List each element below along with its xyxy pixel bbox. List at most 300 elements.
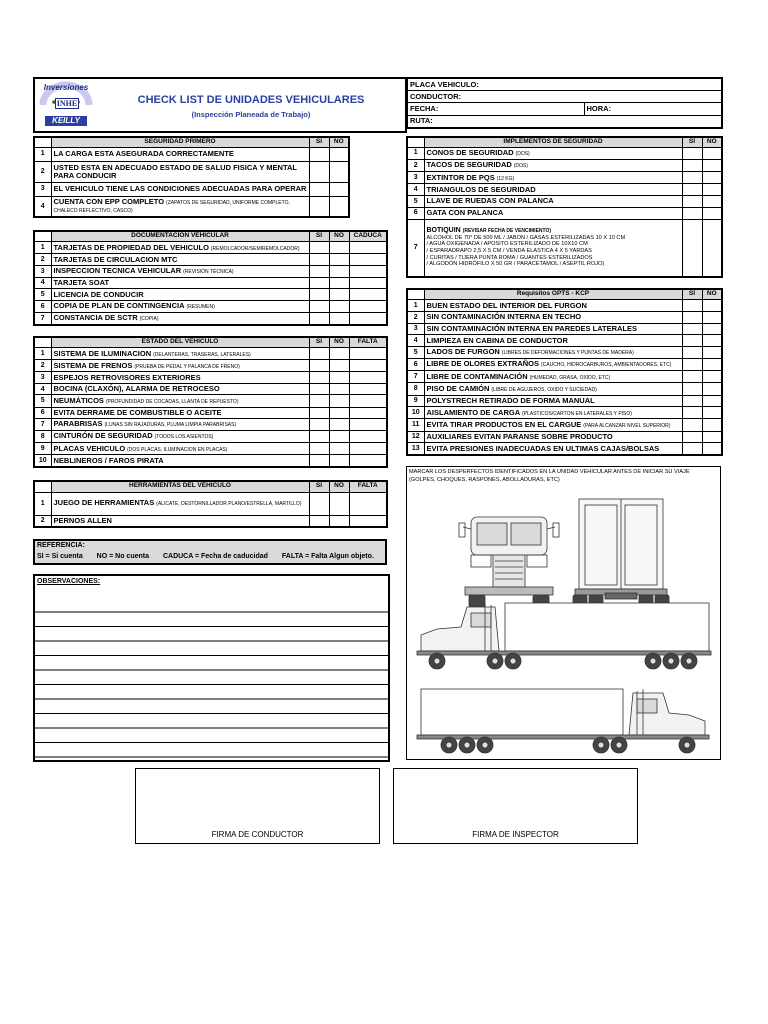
item-cell [424,407,682,419]
si-checkbox[interactable] [682,358,702,370]
no-checkbox[interactable] [329,182,349,196]
item-label: LIBRE DE OLORES EXTRAÑOS [426,359,540,369]
firma-conductor-box[interactable] [135,768,380,844]
row-num: 9 [407,395,424,407]
si-checkbox[interactable] [309,289,329,300]
si-checkbox[interactable] [309,515,329,527]
truck-diagrams[interactable] [407,467,720,759]
no-checkbox[interactable] [702,147,722,159]
item-note: (COPIA) [139,316,159,323]
item-label: CINTURÓN DE SEGURIDAD [53,431,153,441]
legend-caduca: CADUCA = Fecha de caducidad [162,553,268,560]
no-checkbox[interactable] [329,147,349,161]
item-note: (DOS PLACAS, ILUMINACION EN PLACAS) [127,446,228,453]
item-label: SIN CONTAMINACIÓN INTERNA EN PAREDES LATERALES [424,323,682,335]
row-num: 11 [407,419,424,431]
legend-no: NO = No cuenta [96,553,149,560]
herramientas-header: HERRAMIENTAS DEL VEHICULO [51,481,309,492]
firma-inspector-label: FIRMA DE INSPECTOR [472,830,559,839]
row-num: 8 [407,383,424,395]
item-label: EXTINTOR DE PQS [426,172,495,182]
item-note: (LIBRE DE AGUJEROS, OXIDO Y SUCIEDAD) [491,386,597,393]
item-label: SISTEMA DE FRENOS [53,360,133,370]
estado-table [33,336,388,468]
row-num: 5 [407,346,424,358]
col-no: NO [702,289,722,300]
row-num: 6 [407,358,424,370]
row-num: 2 [34,515,51,527]
item-label: LIBRE DE CONTAMINACIÓN [426,371,528,381]
item-note: (LUNAS SIN RAJADURAS, PLUMA LIMPIA PARABRISAS) [104,422,237,429]
item-label: LA CARGA ESTA ASEGURADA CORRECTAMENTE [51,147,309,161]
no-checkbox[interactable] [702,311,722,323]
no-checkbox[interactable] [329,300,349,312]
observaciones-lines[interactable] [35,598,388,760]
item-label: PLACAS VEHICULO [53,443,126,453]
falta-field[interactable] [349,395,387,407]
row-num: 1 [34,348,51,360]
no-checkbox[interactable] [329,265,349,277]
item-cell [424,147,682,159]
falta-field[interactable] [349,360,387,372]
requisitos-table [406,288,723,456]
col-no: NO [702,137,722,147]
row-num: 2 [407,311,424,323]
item-label: EL VEHICULO TIENE LAS CONDICIONES ADECUADAS PARA OPERAR [51,182,309,196]
row-num: 4 [407,335,424,347]
item-label: TACOS DE SEGURIDAD [426,160,512,170]
no-checkbox[interactable] [329,348,349,360]
item-label: EVITA DERRAME DE COMBUSTIBLE O ACEITE [51,407,309,418]
no-checkbox[interactable] [702,172,722,184]
si-checkbox[interactable] [682,311,702,323]
no-checkbox[interactable] [702,159,722,171]
row-num: 1 [407,147,424,159]
row-num: 3 [34,372,51,383]
vehicle-info-table [406,77,723,129]
no-checkbox[interactable] [702,419,722,431]
logo-top-text: Inversiones [43,83,89,92]
logo-mid-text: INHE [56,99,78,108]
falta-field[interactable] [349,455,387,467]
si-checkbox[interactable] [682,196,702,208]
col-si: SI [682,289,702,300]
item-label: TARJETA SOAT [51,277,309,288]
item-label: NEBLINEROS / FAROS PIRATA [51,455,309,467]
item-note: (TODOS LOS ASIENTOS) [154,434,214,441]
si-checkbox[interactable] [309,383,329,394]
item-label: AISLAMIENTO DE CARGA [426,407,521,417]
item-cell [424,346,682,358]
no-checkbox[interactable] [702,300,722,312]
row-num: 3 [34,265,51,277]
si-checkbox[interactable] [309,407,329,418]
item-note: (REVISIÓN TÉCNICA) [183,269,234,276]
item-label: POLYSTRECH RETIRADO DE FORMA MANUAL [424,395,682,407]
no-checkbox[interactable] [702,184,722,196]
placa-field[interactable]: PLACA VEHICULO: [407,78,722,91]
si-checkbox[interactable] [309,360,329,372]
botiquin-line: / AGUA OXIGENADA / APOSITO ESTERILIZADO DE 10X10 CM [426,241,588,248]
item-label: TARJETAS DE CIRCULACION MTC [51,254,309,265]
no-checkbox[interactable] [329,242,349,254]
estado-header: ESTADO DEL VEHICULO [51,337,309,348]
no-checkbox[interactable] [702,383,722,395]
item-note: (ALICATE, DESTORNILLADOR PLANO/ESTRELLA, MARTILLO) [156,501,302,508]
item-label: TARJETAS DE PROPIEDAD DEL VEHICULO [53,242,209,252]
item-cell [51,300,309,312]
no-checkbox[interactable] [329,254,349,265]
si-checkbox[interactable] [309,443,329,455]
no-checkbox[interactable] [702,323,722,335]
row-num: 12 [407,431,424,443]
item-cell [51,395,309,407]
item-cell [51,443,309,455]
ruta-field[interactable]: RUTA: [407,115,722,128]
item-label: AUXILIARES EVITAN PARANSE SOBRE PRODUCTO [424,431,682,443]
si-checkbox[interactable] [682,300,702,312]
no-checkbox[interactable] [329,360,349,372]
marcar-instructions: MARCAR LOS DESPERFECTOS IDENTIFICADOS EN LA UNIDAD VEHICULAR ANTES DE INICIAR SU VIAJE (GOLPES, CHOQUES, RASPONES, ABOLLADURAS, ETC) [409,469,690,483]
falta-field[interactable] [349,443,387,455]
falta-field[interactable] [349,407,387,418]
item-note: (DELANTERAS, TRASERAS, LATERALES) [153,351,251,358]
si-checkbox[interactable] [682,419,702,431]
item-cell [424,172,682,184]
no-checkbox[interactable] [702,207,722,219]
item-note: (LIBRES DE DEFORMACIONES Y PUNTAS DE MADERA) [501,350,634,357]
item-cell [51,312,309,325]
row-num: 7 [34,312,51,325]
si-checkbox[interactable] [309,492,329,515]
firma-conductor-label: FIRMA DE CONDUCTOR [211,830,304,839]
no-checkbox[interactable] [329,277,349,288]
botiquin-line: / ESPARADRAPO 2,5 X 5 CM / VENDA ELASTICA 4 X 5 YARDAS [426,248,592,255]
no-checkbox[interactable] [329,289,349,300]
no-checkbox[interactable] [329,161,349,182]
si-checkbox[interactable] [309,265,329,277]
no-checkbox[interactable] [329,419,349,431]
row-num: 3 [407,172,424,184]
caduca-field[interactable] [349,312,387,325]
col-si: SI [309,337,329,348]
vehicle-diagram-box [406,466,721,760]
truck-front-view [459,517,559,607]
no-checkbox[interactable] [702,358,722,370]
truck-side-view-right [417,689,709,753]
caduca-field[interactable] [349,254,387,265]
item-label: BUEN ESTADO DEL INTERIOR DEL FURGON [424,300,682,312]
requisitos-header: Requisitos OPTS - KCP [424,289,682,300]
item-label: CONSTANCIA DE SCTR [53,313,138,323]
item-note: (PARA ALCANZAR NIVEL SUPERIOR) [583,422,671,429]
item-label: COPIA DE PLAN DE CONTINGENCIA [53,301,185,311]
row-num: 1 [34,147,51,161]
no-checkbox[interactable] [702,443,722,455]
si-checkbox[interactable] [682,323,702,335]
item-note: (RESUMEN) [186,304,215,311]
botiquin-cell [424,219,682,277]
item-label: INSPECCION TECNICA VEHICULAR [53,266,182,276]
no-checkbox[interactable] [329,372,349,383]
item-cell [424,358,682,370]
item-note: (PROFUNDIDAD DE COCADAS, LLANTA DE REPUESTO) [105,398,239,405]
row-num: 9 [34,443,51,455]
item-label: LADOS DE FURGON [426,347,500,357]
seguridad-header: SEGURIDAD PRIMERO [51,137,309,147]
row-num: 3 [34,182,51,196]
si-checkbox[interactable] [309,147,329,161]
company-logo [37,81,95,129]
row-num: 2 [407,159,424,171]
si-checkbox[interactable] [309,395,329,407]
si-checkbox[interactable] [309,419,329,431]
item-note: (REMOLCADOR/SEMIREMOLCADOR) [210,245,300,252]
si-checkbox[interactable] [682,346,702,358]
item-note: (HUMEDAD, GRASA, OXIDO, ETC) [529,374,611,381]
legend-si: SI = Si cuenta [37,553,83,560]
no-checkbox[interactable] [702,335,722,347]
si-checkbox[interactable] [682,184,702,196]
si-checkbox[interactable] [682,371,702,383]
no-checkbox[interactable] [702,346,722,358]
row-num: 6 [34,407,51,418]
caduca-field[interactable] [349,277,387,288]
row-num: 10 [407,407,424,419]
item-label: NEUMÁTICOS [53,395,104,405]
si-checkbox[interactable] [682,443,702,455]
item-label: EVITA TIRAR PRODUCTOS EN EL CARGUE [426,419,582,429]
item-label: PERNOS ALLEN [51,515,309,527]
no-checkbox[interactable] [329,312,349,325]
si-checkbox[interactable] [682,383,702,395]
row-num: 5 [34,395,51,407]
caduca-field[interactable] [349,265,387,277]
row-num: 3 [407,323,424,335]
item-cell [51,242,309,254]
si-checkbox[interactable] [682,207,702,219]
item-note: (PLASTICOS/CARTON EN LATERALES Y PISO) [522,410,632,417]
item-cell [51,419,309,431]
no-checkbox[interactable] [702,219,722,277]
si-checkbox[interactable] [309,161,329,182]
referencia-box [33,539,387,565]
caduca-field[interactable] [349,289,387,300]
fecha-field[interactable]: FECHA: [407,103,584,115]
botiquin-line: ALCOHOL DE 70° DE 500 ML / JABON / GASAS ESTERILIZADAS 10 X 10 CM [426,234,626,241]
si-checkbox[interactable] [682,395,702,407]
col-caduca: CADUCA [349,231,387,242]
item-label: LIMPIEZA EN CABINA DE CONDUCTOR [424,335,682,347]
row-num: 5 [407,196,424,208]
falta-field[interactable] [349,383,387,394]
no-checkbox[interactable] [329,383,349,394]
col-no: NO [329,337,349,348]
row-num: 4 [34,277,51,288]
caduca-field[interactable] [349,242,387,254]
caduca-field[interactable] [349,300,387,312]
si-checkbox[interactable] [309,300,329,312]
falta-field[interactable] [349,492,387,515]
no-checkbox[interactable] [702,371,722,383]
no-checkbox[interactable] [329,431,349,443]
herramientas-table [33,480,388,528]
botiquin-line: / CURITAS / TIJERA PUNTA ROMA / GUANTES ESTERILIZADOS [426,254,593,261]
row-num: 7 [34,419,51,431]
item-note: (CAUCHO, HIDROCARBUROS, AMBIENTADORES, ETC) [540,362,672,369]
item-label: SISTEMA DE ILUMINACION [53,348,152,358]
no-checkbox[interactable] [702,407,722,419]
item-label: LICENCIA DE CONDUCIR [51,289,309,300]
item-cell [51,265,309,277]
si-checkbox[interactable] [309,431,329,443]
observaciones-box [33,574,390,762]
item-label: PARABRISAS [53,419,103,429]
no-checkbox[interactable] [329,196,349,217]
si-checkbox[interactable] [682,335,702,347]
si-checkbox[interactable] [682,147,702,159]
item-label: LLAVE DE RUEDAS CON PALANCA [424,196,682,208]
referencia-legend [37,553,374,560]
item-note: (DOS) [515,150,530,157]
botiquin-line: / ALGODÓN HIDRÓFILO X 50 GR / PARACETAMOL / ASEPTIL ROJO) [426,261,605,268]
item-label: TRIANGULOS DE SEGURIDAD [424,184,682,196]
col-no: NO [329,481,349,492]
no-checkbox[interactable] [329,443,349,455]
item-note: (ZAPATOS DE SEGURIDAD, UNIFORME COMPLETO, CHALECO REFLECTIVO, CASCO) [53,200,290,214]
si-checkbox[interactable] [309,455,329,467]
item-note: (12 KG) [496,175,515,182]
col-si: SI [309,231,329,242]
row-num: 4 [34,196,51,217]
item-cell [424,371,682,383]
no-checkbox[interactable] [329,407,349,418]
falta-field[interactable] [349,431,387,443]
row-num: 1 [34,492,51,515]
row-num: 2 [34,360,51,372]
item-cell [51,431,309,443]
row-num: 1 [34,242,51,254]
truck-side-view-left [417,603,711,669]
row-num: 5 [34,289,51,300]
si-checkbox[interactable] [682,407,702,419]
page-title: CHECK LIST DE UNIDADES VEHICULARES [137,94,365,106]
botiquin-note: (REVISAR FECHA DE VENCIMIENTO) [462,228,552,235]
si-checkbox[interactable] [682,431,702,443]
item-label: SIN CONTAMINACIÓN INTERNA EN TECHO [424,311,682,323]
falta-field[interactable] [349,419,387,431]
observaciones-title: OBSERVACIONES: [37,578,101,585]
row-num: 13 [407,443,424,455]
col-si: SI [682,137,702,147]
item-cell [51,492,309,515]
si-checkbox[interactable] [309,348,329,360]
row-num: 4 [34,383,51,394]
item-label: CUENTA CON EPP COMPLETO [53,197,165,207]
item-cell [51,348,309,360]
si-checkbox[interactable] [309,372,329,383]
si-checkbox[interactable] [309,312,329,325]
item-label: GATA CON PALANCA [424,207,682,219]
item-label: USTED ESTA EN ADECUADO ESTADO DE SALUD FISICA Y MENTAL PARA CONDUCIR [51,161,309,182]
row-num: 10 [34,455,51,467]
si-checkbox[interactable] [309,254,329,265]
conductor-field[interactable]: CONDUCTOR: [407,91,722,103]
row-num: 7 [407,219,424,277]
col-falta: FALTA [349,481,387,492]
si-checkbox[interactable] [682,219,702,277]
seguridad-table [33,136,350,218]
legend-falta: FALTA = Falta Algun objeto. [281,553,374,560]
si-checkbox[interactable] [309,182,329,196]
implementos-table [406,136,723,278]
si-checkbox[interactable] [309,196,329,217]
hora-field[interactable]: HORA: [584,103,722,115]
col-no: NO [329,231,349,242]
referencia-title: REFERENCIA: [37,542,85,549]
col-no: NO [329,137,349,147]
truck-rear-view [573,499,669,609]
row-num: 1 [407,300,424,312]
item-label: ESPEJOS RETROVISORES EXTERIORES [51,372,309,383]
item-cell [51,196,309,217]
no-checkbox[interactable] [329,395,349,407]
item-cell [424,383,682,395]
botiquin-label: BOTIQUIN [426,227,461,235]
no-checkbox[interactable] [329,492,349,515]
item-label: PISO DE CAMIÓN [426,383,490,393]
falta-field[interactable] [349,372,387,383]
row-num: 4 [407,184,424,196]
documentacion-table [33,230,388,326]
row-num: 2 [34,254,51,265]
si-checkbox[interactable] [309,277,329,288]
si-checkbox[interactable] [682,159,702,171]
item-note: (PRUEBA DE PEDAL Y PALANCA DE FRENO) [134,363,240,370]
no-checkbox[interactable] [702,431,722,443]
page-subtitle: (Inspección Planeada de Trabajo) [191,110,311,119]
item-label: JUEGO DE HERRAMIENTAS [53,498,155,508]
item-cell [424,419,682,431]
documentacion-header: DOCUMENTACION VEHICULAR [51,231,309,242]
col-si: SI [309,481,329,492]
row-num: 2 [34,161,51,182]
header-title-box [33,77,407,133]
no-checkbox[interactable] [329,455,349,467]
si-checkbox[interactable] [682,172,702,184]
row-num: 6 [407,207,424,219]
no-checkbox[interactable] [702,196,722,208]
falta-field[interactable] [349,515,387,527]
row-num: 6 [34,300,51,312]
row-num: 8 [34,431,51,443]
row-num: 7 [407,371,424,383]
implementos-header: IMPLEMENTOS DE SEGURIDAD [424,137,682,147]
item-label: EVITA PRESIONES INADECUADAS EN ULTIMAS CAJAS/BOLSAS [424,443,682,455]
item-label: CONOS DE SEGURIDAD [426,147,514,157]
col-falta: FALTA [349,337,387,348]
no-checkbox[interactable] [329,515,349,527]
col-si: SI [309,137,329,147]
falta-field[interactable] [349,348,387,360]
logo-bottom-text: KEILLY [52,116,80,125]
item-cell [424,159,682,171]
no-checkbox[interactable] [702,395,722,407]
item-cell [51,360,309,372]
si-checkbox[interactable] [309,242,329,254]
item-label: BOCINA (CLAXÓN), ALARMA DE RETROCESO [51,383,309,394]
firma-inspector-box[interactable] [393,768,638,844]
